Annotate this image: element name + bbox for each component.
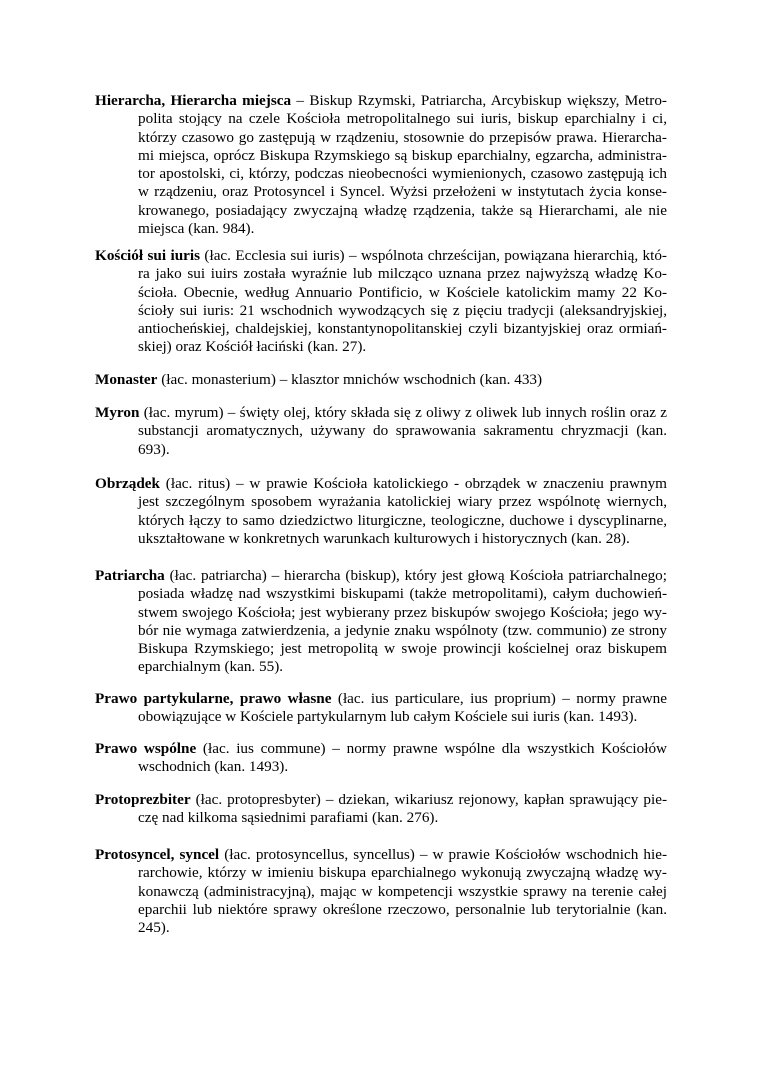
entry-first-line (95, 846, 667, 864)
entry-term: Monaster (95, 371, 158, 388)
entry-definition-start: (łac. ius particulare, ius proprium) – normy prawne (331, 690, 667, 707)
glossary-entry-myron (95, 404, 667, 459)
entry-line: eparchialnym (kan. 55). (138, 658, 284, 676)
entry-definition-start: (łac. Ecclesia sui iuris) – wspólnota chrześcijan, powiązana hierarchią, któ- (200, 247, 667, 264)
entry-line: substancji aromatycznych, używany do sprawowania sakramentu chryzmacji (kan. (138, 422, 667, 440)
entry-line: konawczą (administracyjną), mając w kompetencji wszystkie sprawy na terenie całej (138, 882, 667, 900)
entry-line: rarchowie, którzy w imieniu biskupa eparchialnego wykonują zwyczajną władzę wy- (138, 864, 667, 882)
entry-line: stwem swojego Kościoła; jest wybierany przez biskupów swojego Kościoła; jego wy- (138, 603, 667, 621)
entry-line: których łączy to samo dziedzictwo liturgiczne, teologiczne, duchowe i dyscyplinarne, (138, 511, 667, 529)
entry-term: Protoprezbiter (95, 791, 191, 808)
entry-first-line (95, 92, 667, 110)
entry-line: ścioły sui iuris: 21 wschodnich wywodzących się z pięciu tradycji (aleksandryjskiej, (138, 301, 667, 319)
glossary-entry-prawo-wspolne (95, 740, 667, 777)
entry-first-line (95, 404, 667, 422)
entry-first-line (95, 690, 667, 708)
entry-term: Patriarcha (95, 567, 165, 584)
entry-line: czę nad kilkoma sąsiednimi parafiami (kan. 276). (138, 809, 439, 827)
entry-line: antiocheńskiej, chaldejskiej, konstantynopolitanskiej czyli bizantyjskiej oraz ormiań- (138, 320, 667, 338)
entry-line: wschodnich (kan. 1493). (138, 758, 289, 776)
entry-first-line (95, 740, 667, 758)
entry-line: obowiązujące w Kościele partykularnym lub całym Kościele sui iuris (kan. 1493). (138, 708, 638, 726)
entry-definition-start: (łac. ius commune) – normy prawne wspólne dla wszystkich Kościołów (196, 740, 668, 757)
entry-line: ra jako sui iuirs została wyraźnie lub milcząco uznana przez najwyższą władzę Ko- (138, 265, 667, 283)
entry-term: Prawo partykularne, prawo własne (95, 690, 332, 707)
entry-term: Protosyncel, syncel (95, 846, 220, 863)
entry-line: skiej) oraz Kościół łaciński (kan. 27). (138, 338, 367, 356)
entry-first-line (95, 247, 667, 265)
glossary-entry-protosyncel (95, 846, 667, 937)
entry-term: Myron (95, 404, 140, 421)
entry-definition-start: – Biskup Rzymski, Patriarcha, Arcybiskup większy, Metro- (291, 92, 667, 109)
entry-line: Biskupa Rzymskiego; jest metropolitą w swoje prowincji kościelnej oraz biskupem (138, 640, 667, 658)
glossary-entry-obrzadek (95, 475, 667, 548)
entry-term: Obrządek (95, 475, 160, 492)
entry-first-line (95, 371, 667, 389)
entry-term: Kościół sui iuris (95, 247, 201, 264)
entry-line: ukształtowane w konkretnych warunkach kulturowych i historycznych (kan. 28). (138, 529, 630, 547)
entry-definition-start: (łac. monasterium) – klasztor mnichów wschodnich (kan. 433) (157, 371, 543, 388)
glossary-entry-prawo-partykularne (95, 690, 667, 727)
entry-line: tor apostolski, ci, którzy, podczas nieobecności wymienionych, czasowo zastępują ich (138, 165, 667, 183)
entry-line: w rządzeniu, oraz Protosyncel i Syncel. Wyżsi przełożeni w instytutach życia konse- (138, 183, 667, 201)
entry-line: 693). (138, 440, 170, 458)
entry-term: Prawo wspólne (95, 740, 197, 757)
entry-definition-start: (łac. protopresbyter) – dziekan, wikariusz rejonowy, kapłan sprawujący pie- (190, 791, 667, 808)
entry-line: ścioła. Obecnie, według Annuario Pontificio, w Kościele katolickim mamy 22 Ko- (138, 283, 667, 301)
entry-first-line (95, 791, 667, 809)
entry-definition-start: (łac. myrum) – święty olej, który składa się z oliwy z oliwek lub innych roślin oraz z (139, 404, 667, 421)
entry-line: krowanego, posiadający zwyczajną władzę rządzenia, także są Hierarchami, ale nie (138, 201, 667, 219)
entry-term: Hierarcha, Hierarcha miejsca (95, 92, 292, 109)
glossary-entry-kosciol-sui-iuris (95, 247, 667, 357)
entry-line: 245). (138, 919, 170, 937)
entry-line: posiada władzę nad wszystkimi biskupami (także metropolitami), całym duchowień- (138, 585, 667, 603)
entry-first-line (95, 567, 667, 585)
entry-first-line (95, 475, 667, 493)
entry-line: miejsca (kan. 984). (138, 220, 255, 238)
entry-line: jest szczególnym sposobem wyrażania katolickiej wiary przez wspólnotę wiernych, (138, 493, 667, 511)
entry-line: bór nie wymaga zatwierdzenia, a jedynie znaku wspólnoty (tzw. communio) ze strony (138, 621, 667, 639)
glossary-entry-protoprezbiter (95, 791, 667, 828)
entry-line: polita stojący na czele Kościoła metropolitalnego sui iuris, biskup eparchialny i ci, (138, 110, 667, 128)
glossary-entry-patriarcha (95, 567, 667, 677)
entry-line: którzy czasowo go zastępują w rządzeniu, stosownie do przepisów prawa. Hierarcha- (138, 128, 667, 146)
entry-line: eparchii lub niektóre sprawy określone rzeczowo, personalnie lub terytorialnie (kan. (138, 900, 667, 918)
entry-definition-start: (łac. patriarcha) – hierarcha (biskup), który jest głową Kościoła patriarchalnego; (164, 567, 667, 584)
entry-definition-start: (łac. protosyncellus, syncellus) – w prawie Kościołów wschodnich hie- (219, 846, 667, 863)
glossary-entry-hierarcha (95, 92, 667, 238)
glossary-entry-monaster (95, 371, 667, 389)
entry-definition-start: (łac. ritus) – w prawie Kościoła katolickiego - obrządek w znaczeniu prawnym (159, 475, 667, 492)
entry-line: mi miejsca, oprócz Biskupa Rzymskiego są biskup eparchialny, egzarcha, administra- (138, 146, 667, 164)
